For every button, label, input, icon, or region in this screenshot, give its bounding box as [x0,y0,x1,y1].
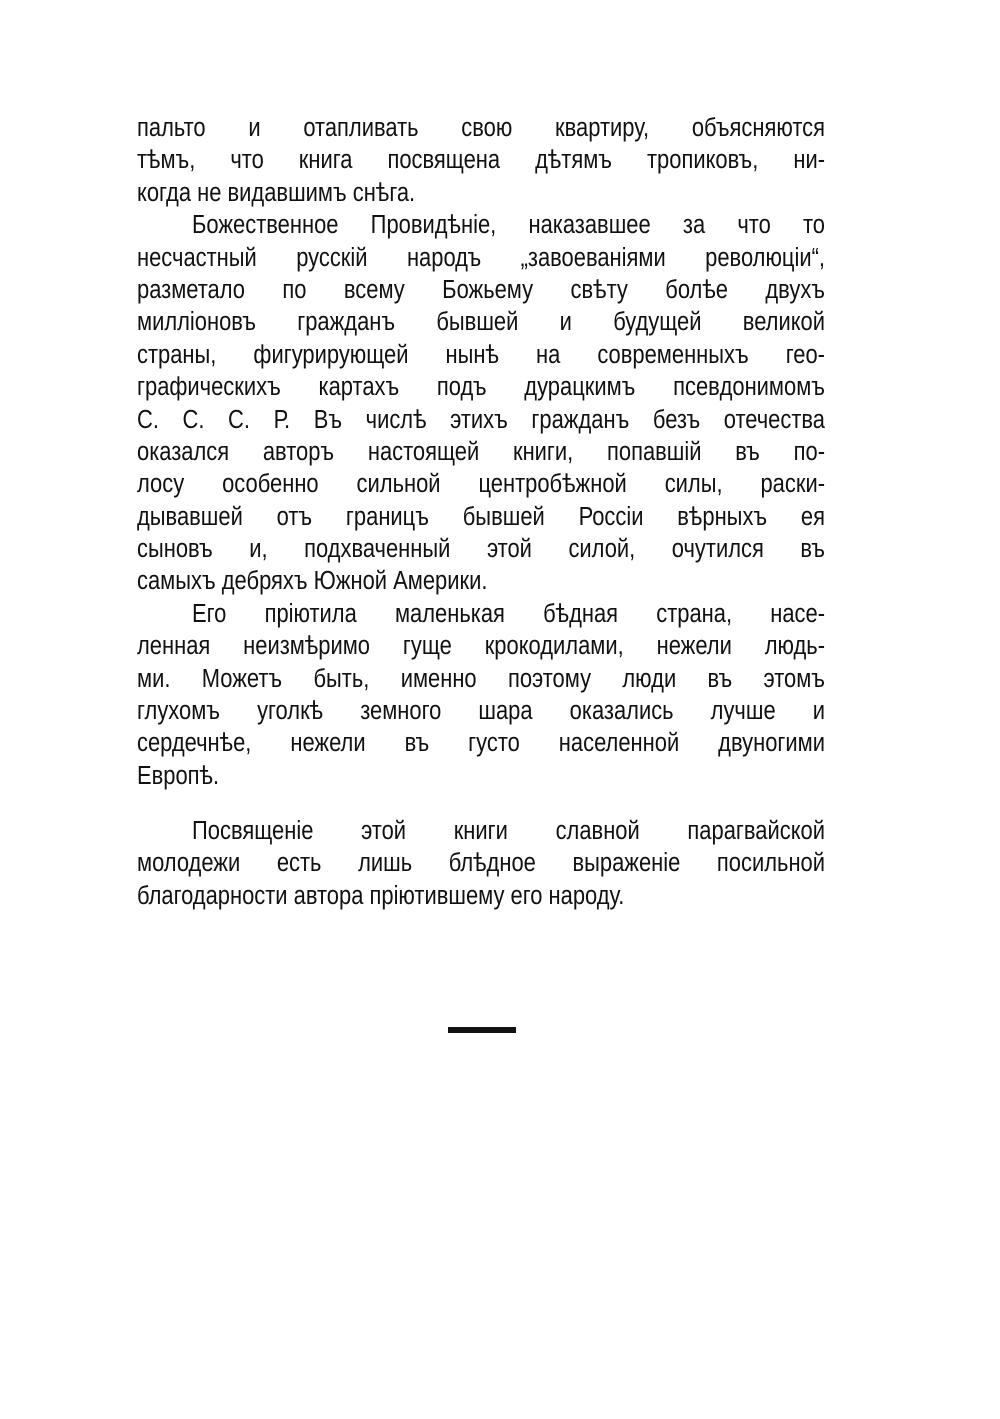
text-line: пальто и отапливать свою квартиру, объясняются [137,114,825,142]
text-line: молодежи есть лишь блѣдное выраженіе посильной [137,849,825,878]
text-line: Посвященіе этой книги славной парагвайской [192,817,825,845]
text-line: оказался авторъ настоящей книги, попавшій въ по- [137,437,825,466]
text-line: сыновъ и, подхваченный этой силой, очутился въ [137,535,825,564]
text-line: благодарности автора пріютившему его народу. [137,881,625,910]
section-end-rule [448,1027,516,1033]
text-line: С. С. С. Р. Въ числѣ этихъ гражданъ безъ отечества [137,405,825,434]
text-line: тѣмъ, что книга посвящена дѣтямъ тропиковъ, ни- [137,146,825,175]
text-line: Божественное Провидѣніе, наказавшее за что то [192,211,825,240]
text-line: Его пріютила маленькая бѣдная страна, насе- [192,599,825,628]
paragraph-continuation [137,112,825,209]
paragraph-providence [137,209,825,598]
text-line: сердечнѣе, нежели въ густо населенной двуногими [137,729,825,758]
text-line: несчастный русскій народъ „завоеваніями революціи“, [137,243,825,272]
text-line: ленная неизмѣримо гуще крокодилами, нежели людь- [137,632,825,661]
dedication-text [137,815,825,912]
text-line: самыхъ дебряхъ Южной Америки. [137,567,488,596]
paragraph-refuge [137,598,825,792]
text-line: Европѣ. [137,761,220,790]
text-line: страны, фигурирующей нынѣ на современныхъ гео- [137,340,825,369]
text-line: лосу особенно сильной центробѣжной силы, раски- [137,470,825,499]
text-line: милліоновъ гражданъ бывшей и будущей великой [137,308,825,337]
text-line: глухомъ уголкѣ земного шара оказались лучше и [137,697,825,726]
main-text [137,112,825,792]
text-line: разметало по всему Божьему свѣту болѣе двухъ [137,275,825,304]
text-line: когда не видавшимъ снѣга. [137,178,416,207]
text-line: графическихъ картахъ подъ дурацкимъ псевдонимомъ [137,373,825,402]
text-line: дывавшей отъ границъ бывшей Россіи вѣрныхъ ея [137,502,825,531]
text-line: ми. Можетъ быть, именно поэтому люди въ этомъ [137,664,825,693]
